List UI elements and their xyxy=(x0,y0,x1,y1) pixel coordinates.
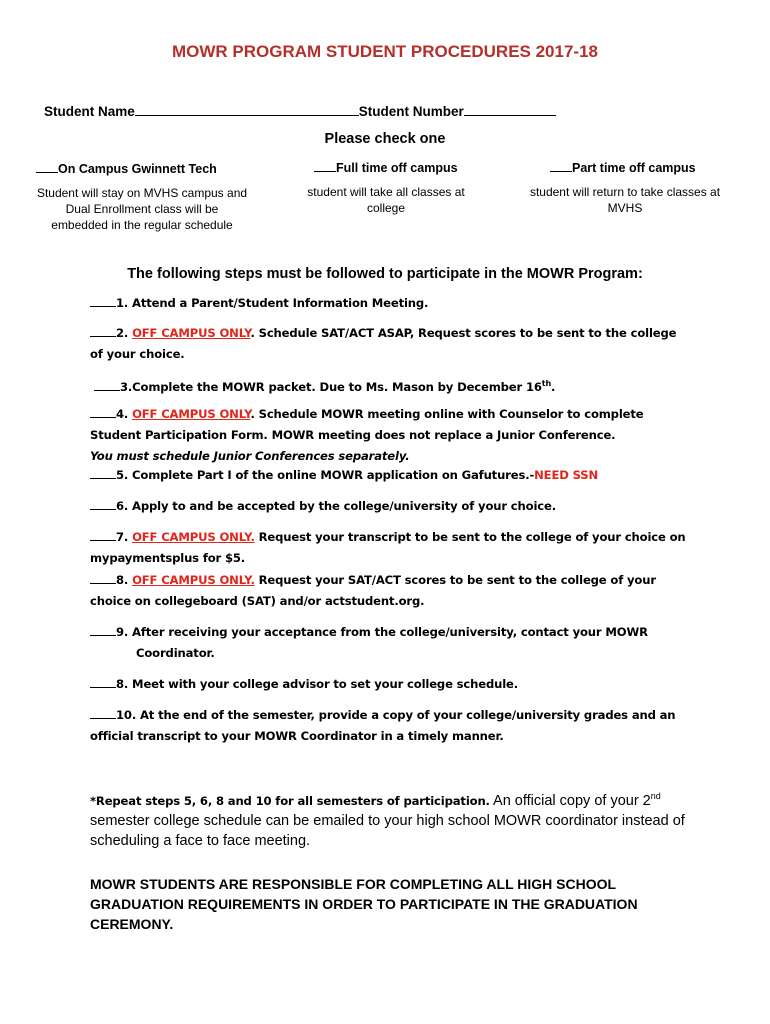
option-on-campus-description: Student will stay on MVHS campus and Dual Enrollment class will be embedded in the regular schedule xyxy=(36,186,248,232)
off-campus-tag: OFF CAMPUS ONLY xyxy=(132,407,251,421)
step-1: 1. Attend a Parent/Student Information Meeting. xyxy=(90,293,690,314)
student-number-field[interactable] xyxy=(464,102,556,116)
student-number-label: Student Number xyxy=(358,104,464,119)
step-8: 8. OFF CAMPUS ONLY. Request your SAT/ACT scores to be sent to the college of your choice on collegeboard (SAT) and/or actstudent.org. xyxy=(90,573,656,608)
off-campus-tag: OFF CAMPUS ONLY xyxy=(132,326,251,340)
option-on-campus-label: On Campus Gwinnett Tech xyxy=(58,162,217,176)
graduation-responsibility-notice: MOWR STUDENTS ARE RESPONSIBLE FOR COMPLETING ALL HIGH SCHOOL GRADUATION REQUIREMENTS IN ORDER TO PARTICIPATE IN THE GRADUATION CEREMONY. xyxy=(90,876,638,932)
step-5-checkbox[interactable] xyxy=(90,466,116,479)
option-full-time-description: student will take all classes at college xyxy=(307,185,465,215)
option-full-time xyxy=(314,159,458,175)
step-5: 5. Complete Part I of the online MOWR application on Gafutures.-NEED SSN xyxy=(90,465,690,486)
option-on-campus-checkbox[interactable] xyxy=(36,160,58,173)
option-full-time-checkbox[interactable] xyxy=(314,159,336,172)
junior-conference-note: You must schedule Junior Conferences separately. xyxy=(90,449,410,463)
step-9-checkbox[interactable] xyxy=(90,623,116,636)
option-full-time-label: Full time off campus xyxy=(336,161,458,175)
off-campus-tag: OFF CAMPUS ONLY. xyxy=(132,573,255,587)
repeat-steps-note: *Repeat steps 5, 6, 8 and 10 for all semesters of participation. An official copy of your 2nd semester college schedule can be emailed to your high school MOWR coordinator instead of scheduling a face to face meeting. xyxy=(90,791,685,849)
step-4: 4. OFF CAMPUS ONLY. Schedule MOWR meeting online with Counselor to complete Student Participation Form. MOWR meeting does not replace a Junior Conference. You must schedule Junior Conferences separately. xyxy=(90,407,644,463)
step-7-checkbox[interactable] xyxy=(90,528,116,541)
steps-heading: The following steps must be followed to participate in the MOWR Program: xyxy=(127,266,643,282)
step-6-checkbox[interactable] xyxy=(90,497,116,510)
step-3-checkbox[interactable] xyxy=(94,378,120,391)
step-4-checkbox[interactable] xyxy=(90,405,116,418)
student-name-field[interactable] xyxy=(135,102,359,116)
student-fields xyxy=(44,102,556,119)
option-part-time-description: student will return to take classes at MVHS xyxy=(529,185,721,215)
option-part-time-checkbox[interactable] xyxy=(550,159,572,172)
option-part-time-label: Part time off campus xyxy=(572,161,696,175)
step-3: 3.Complete the MOWR packet. Due to Ms. Mason by December 16th. xyxy=(94,373,694,398)
step-8-checkbox[interactable] xyxy=(90,571,116,584)
step-10: 10. At the end of the semester, provide a copy of your college/university grades and an official transcript to your MOWR Coordinator in a timely manner. xyxy=(90,708,676,743)
step-7: 7. OFF CAMPUS ONLY. Request your transcript to be sent to the college of your choice on mypaymentsplus for $5. xyxy=(90,530,686,565)
off-campus-tag: OFF CAMPUS ONLY. xyxy=(132,530,255,544)
step-8-college-advisor: 8. Meet with your college advisor to set your college schedule. xyxy=(90,674,690,695)
option-on-campus xyxy=(36,160,217,176)
page-title: MOWR PROGRAM STUDENT PROCEDURES 2017-18 xyxy=(171,42,598,61)
step-8b-checkbox[interactable] xyxy=(90,675,116,688)
need-ssn-tag: NEED SSN xyxy=(534,468,599,482)
step-2-checkbox[interactable] xyxy=(90,324,116,337)
option-part-time xyxy=(550,159,696,175)
step-10-checkbox[interactable] xyxy=(90,706,116,719)
student-name-label: Student Name xyxy=(44,104,135,119)
step-1-checkbox[interactable] xyxy=(90,294,116,307)
step-9: 9. After receiving your acceptance from the college/university, contact your MOWR Coordinator. xyxy=(90,622,690,664)
step-6: 6. Apply to and be accepted by the college/university of your choice. xyxy=(90,496,690,517)
check-one-heading: Please check one xyxy=(324,131,446,147)
step-2: 2. OFF CAMPUS ONLY. Schedule SAT/ACT ASAP, Request scores to be sent to the college of your choice. xyxy=(90,326,677,361)
